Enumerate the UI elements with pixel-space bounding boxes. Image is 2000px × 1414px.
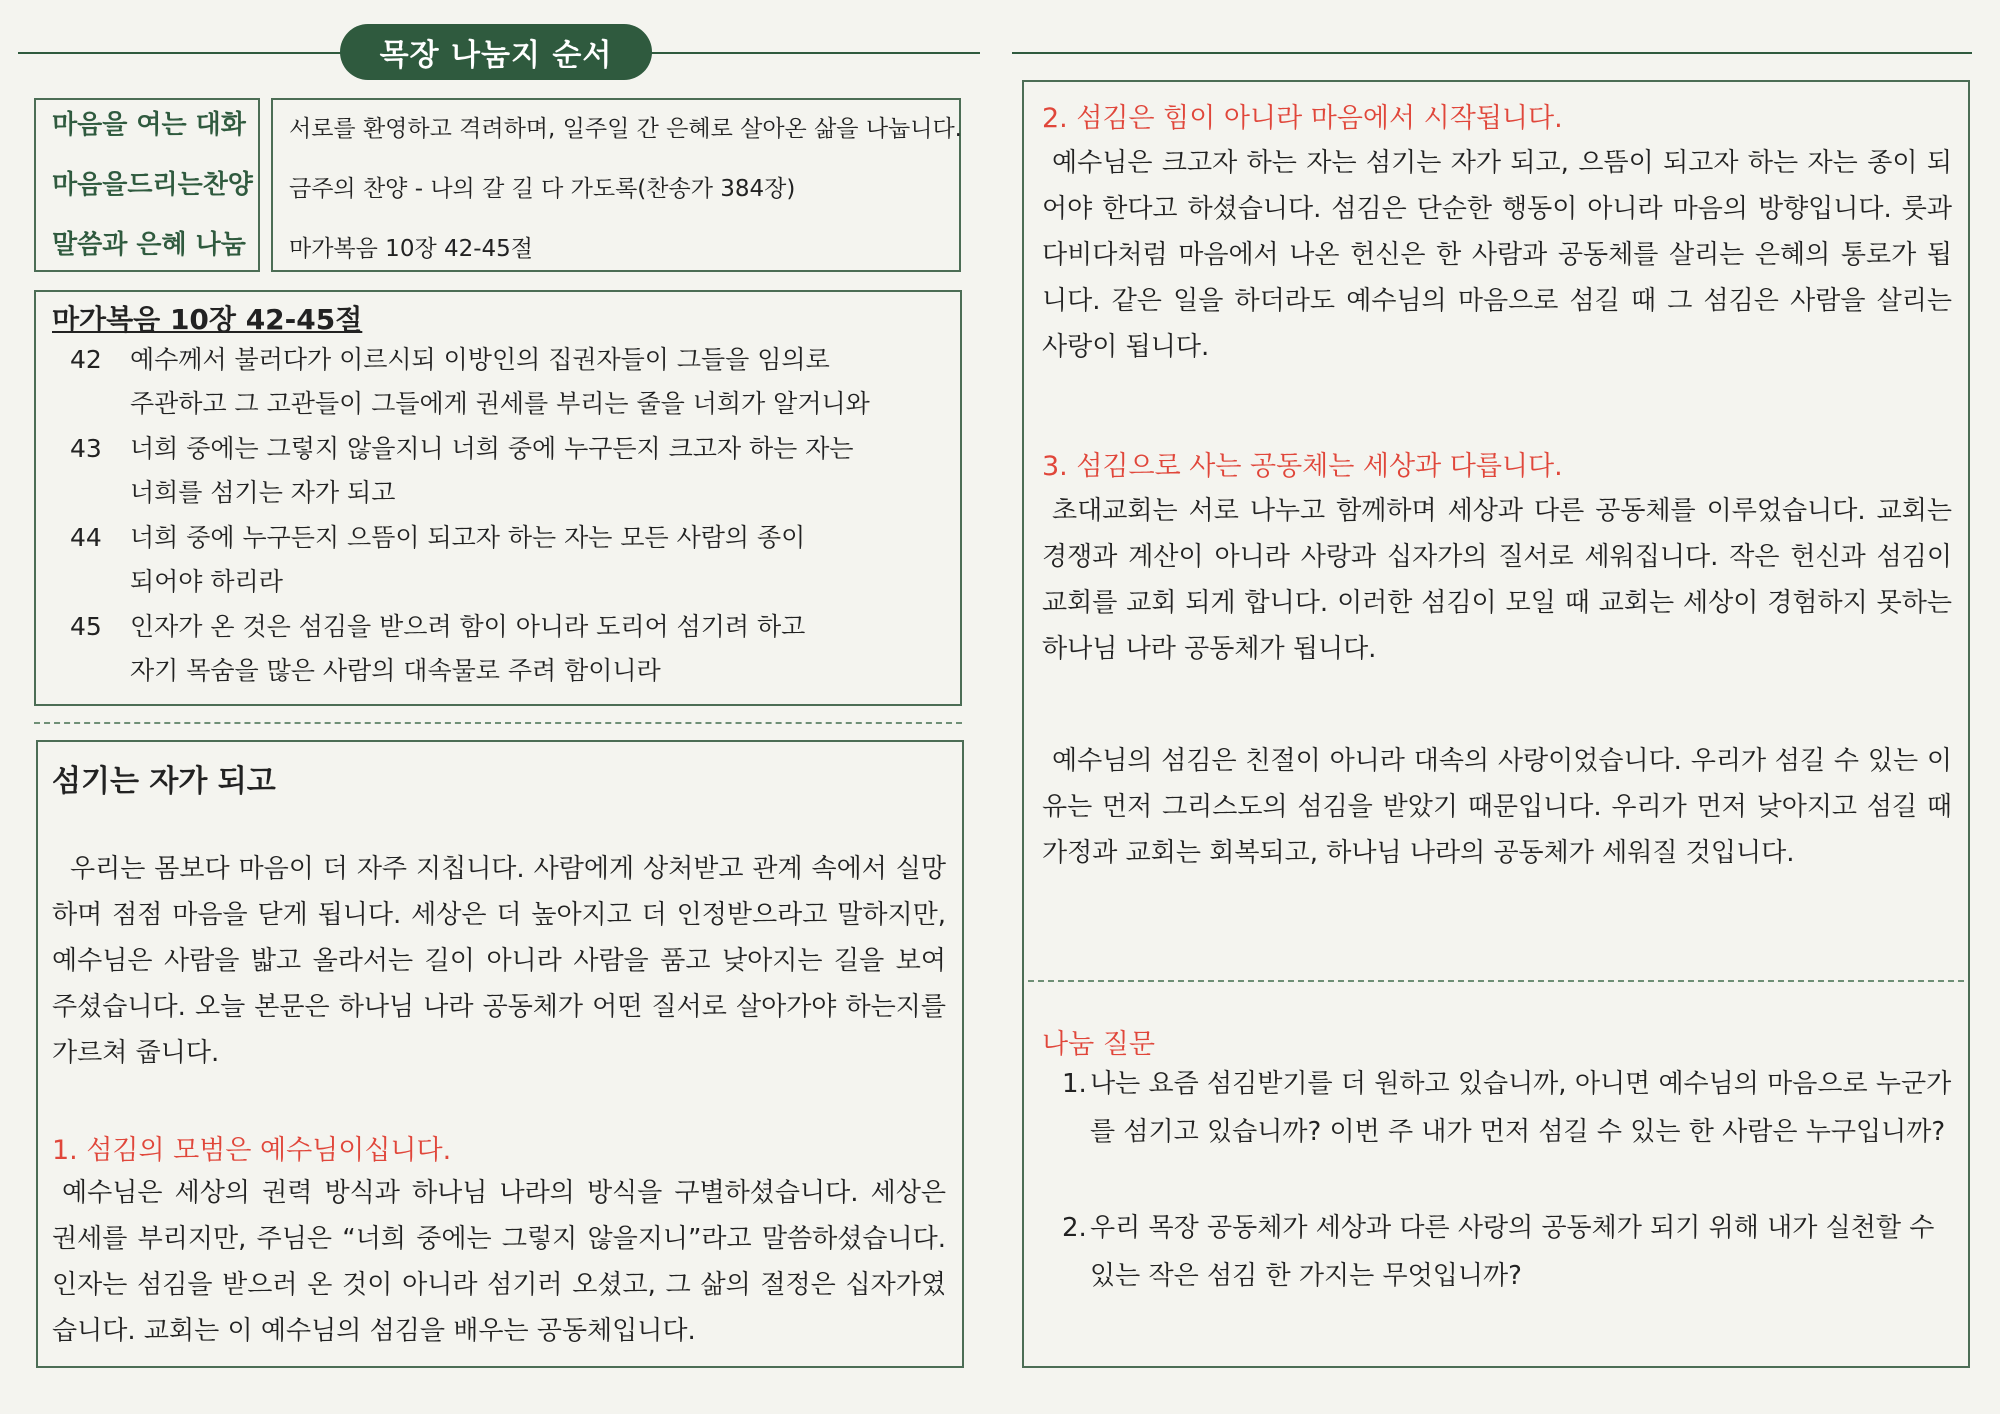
verse-number: 43 — [70, 434, 102, 463]
point3-body: 초대교회는 서로 나누고 함께하며 세상과 다른 공동체를 이루었습니다. 교회는 경쟁과 계산이 아니라 사랑과 십자가의 질서로 세워집니다. 작은 헌신과 섬김이 교회를 교회 되게 합니다. 이러한 섬김이 모일 때 교회는 세상이 경험하지 못하는 하나님 나라 공동체가 됩니다. — [1042, 496, 1952, 664]
point2-title: 2. 섬김은 힘이 아니라 마음에서 시작됩니다. — [1042, 103, 1563, 134]
verse-44 — [70, 516, 805, 604]
sermon-box-left — [36, 740, 964, 1368]
verse-43 — [70, 427, 854, 515]
point2-body: 예수님은 크고자 하는 자는 섬기는 자가 되고, 으뜸이 되고자 하는 자는 종이 되어야 한다고 하셨습니다. 섬김은 단순한 행동이 아니라 마음의 방향입니다. 룻과 다비다처럼 마음에서 나온 헌신은 한 사람과 공동체를 살리는 은혜의 통로가 됩니다. 같은 일을 하더라도 예수님의 마음으로 섬길 때 그 섬김은 사람을 살리는 사랑이 됩니다. — [1042, 148, 1953, 362]
verse-text: 되어야 하리라 — [130, 567, 283, 596]
sermon-box-right — [1022, 80, 1970, 1368]
order-labels-box — [34, 98, 260, 272]
question-text: 우리 목장 공동체가 세상과 다른 사랑의 공동체가 되기 위해 내가 실천할 수 있는 작은 섬김 한 가지는 무엇입니까? — [1090, 1213, 1935, 1291]
order-info-praise: 금주의 찬양 - 나의 갈 길 다 가도록(찬송가 384장) — [289, 176, 796, 202]
order-info-box — [271, 98, 961, 272]
verse-text: 너희를 섬기는 자가 되고 — [130, 478, 396, 507]
question-number: 1. — [1062, 1069, 1087, 1099]
order-label-praise: 마음을드리는찬양 — [52, 170, 253, 200]
verse-number: 44 — [70, 523, 102, 552]
verse-number: 45 — [70, 612, 102, 641]
question-2 — [1062, 1204, 1952, 1300]
point3-title: 3. 섬김으로 사는 공동체는 세상과 다릅니다. — [1042, 451, 1563, 482]
verse-text: 주관하고 그 고관들이 그들에게 권세를 부리는 줄을 너희가 알거니와 — [130, 389, 870, 418]
verse-45 — [70, 605, 805, 693]
verse-42 — [70, 338, 870, 426]
point1-body: 예수님은 세상의 권력 방식과 하나님 나라의 방식을 구별하셨습니다. 세상은 권세를 부리지만, 주님은 “너희 중에는 그렇지 않을지니”라고 말씀하셨습니다. 인자는 섬김을 받으러 온 것이 아니라 섬기러 오셨고, 그 삶의 절정은 십자가였습니다. 교회는 이 예수님의 섬김을 배우는 공동체입니다. — [52, 1178, 946, 1346]
question-text: 나는 요즘 섬김받기를 더 원하고 있습니까, 아니면 예수님의 마음으로 누군가를 섬기고 있습니까? 이번 주 내가 먼저 섬길 수 있는 한 사람은 누구입니까? — [1090, 1069, 1952, 1147]
questions-title: 나눔 질문 — [1042, 1029, 1155, 1060]
question-1 — [1062, 1060, 1952, 1156]
verse-text: 자기 목숨을 많은 사람의 대속물로 주려 함이니라 — [130, 656, 661, 685]
order-label-word: 말씀과 은혜 나눔 — [52, 230, 246, 260]
left-divider — [34, 722, 962, 724]
order-info-word: 마가복음 10장 42-45절 — [289, 236, 534, 262]
scripture-box — [34, 290, 962, 706]
header-rule-right — [1012, 52, 1972, 54]
right-divider — [1028, 980, 1964, 982]
order-label-conversation: 마음을 여는 대화 — [52, 110, 246, 140]
sermon-title: 섬기는 자가 되고 — [52, 764, 276, 799]
conclusion: 예수님의 섬김은 친절이 아니라 대속의 사랑이었습니다. 우리가 섬길 수 있는 이유는 먼저 그리스도의 섬김을 받았기 때문입니다. 우리가 먼저 낮아지고 섬길 때 가정과 교회는 회복되고, 하나님 나라의 공동체가 세워질 것입니다. — [1042, 746, 1952, 868]
verse-text: 너희 중에 누구든지 으뜸이 되고자 하는 자는 모든 사람의 종이 — [130, 523, 806, 552]
verse-text: 인자가 온 것은 섬김을 받으려 함이 아니라 도리어 섬기려 하고 — [130, 612, 806, 641]
page-title: 목장 나눔지 순서 — [340, 24, 652, 80]
point1-title: 1. 섬김의 모범은 예수님이십니다. — [52, 1135, 452, 1166]
question-number: 2. — [1062, 1213, 1087, 1243]
verse-text: 예수께서 불러다가 이르시되 이방인의 집권자들이 그들을 임의로 — [130, 345, 830, 374]
verse-text: 너희 중에는 그렇지 않을지니 너희 중에 누구든지 크고자 하는 자는 — [130, 434, 854, 463]
sermon-intro: 우리는 몸보다 마음이 더 자주 지칩니다. 사람에게 상처받고 관계 속에서 실망하며 점점 마음을 닫게 됩니다. 세상은 더 높아지고 더 인정받으라고 말하지만, 예수님은 사람을 밟고 올라서는 길이 아니라 사람을 품고 낮아지는 길을 보여 주셨습니다. 오늘 본문은 하나님 나라 공동체가 어떤 질서로 살아가야 하는지를 가르쳐 줍니다. — [52, 854, 946, 1068]
verse-number: 42 — [70, 345, 102, 374]
order-info-conversation: 서로를 환영하고 격려하며, 일주일 간 은혜로 살아온 삶을 나눕니다. — [289, 116, 962, 142]
scripture-title: 마가복음 10장 42-45절 — [52, 303, 363, 336]
